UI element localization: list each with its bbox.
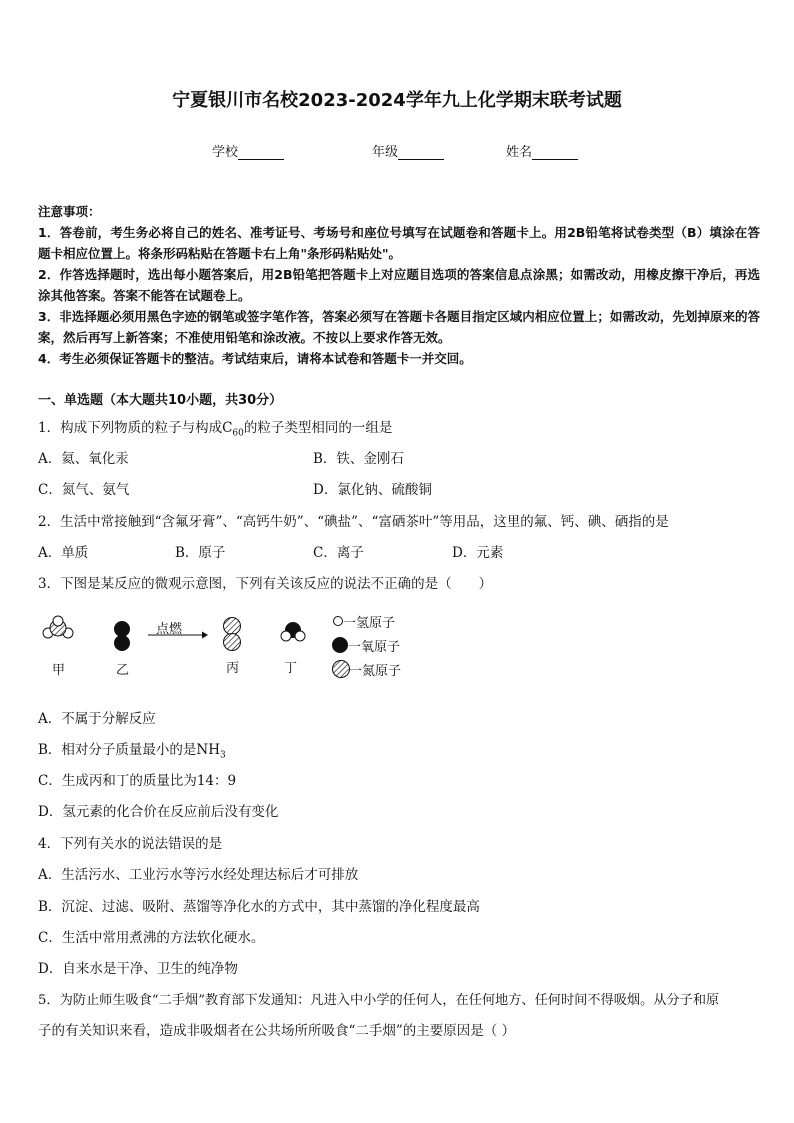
q1-option-c[interactable]: C．氮气、氨气 xyxy=(38,482,130,498)
label-ding: 丁 xyxy=(284,661,298,676)
q3-option-a[interactable]: A．不属于分解反应 xyxy=(38,711,156,727)
q2-option-b[interactable]: B．原子 xyxy=(175,545,226,561)
notes-block xyxy=(38,201,760,369)
q3-option-c[interactable]: C．生成丙和丁的质量比为14：9 xyxy=(38,773,237,789)
q1-stem-pre: 1．构成下列物质的粒子与构成C xyxy=(38,420,233,436)
molecule-bing xyxy=(224,618,241,651)
note-item-2: 2．作答选择题时，选出每小题答案后，用2B铅笔把答题卡上对应题目选项的答案信息点涂黑；如需改动，用橡皮擦干净后，再选涂其他答案。答案不能答在试题卷上。 xyxy=(38,267,760,303)
molecule-jia xyxy=(43,616,73,638)
q5-stem-line1: 5．为防止师生吸食“二手烟”教育部下发通知：凡进入中小学的任何人，在任何地方、任何时间不得吸烟。从分子和原 xyxy=(38,993,720,1008)
grade-label: 年级 xyxy=(372,145,399,160)
name-blank[interactable] xyxy=(532,145,578,160)
school-label: 学校 xyxy=(212,145,239,160)
notes-heading: 注意事项： xyxy=(38,204,101,219)
note-item-4: 4．考生必须保证答题卡的整洁。考试结束后，请将本试卷和答题卡一并交回。 xyxy=(38,351,472,366)
q4-option-c[interactable]: C．生活中常用煮沸的方法软化硬水。 xyxy=(38,930,265,946)
legend-oxygen: 一氧原子 xyxy=(348,640,401,655)
q3-option-b[interactable] xyxy=(38,738,226,761)
page-title: 宁夏银川市名校2023-2024学年九上化学期末联考试题 xyxy=(172,90,622,111)
q4-option-b[interactable]: B．沉淀、过滤、吸附、蒸馏等净化水的方式中，其中蒸馏的净化程度最高 xyxy=(38,899,480,915)
legend-nitrogen-icon xyxy=(333,661,350,678)
q2-stem: 2．生活中常接触到“含氟牙膏”、“高钙牛奶”、“碘盐”、“富硒茶叶”等用品，这里的氟、钙、碘、硒指的是 xyxy=(38,514,669,530)
q3-option-b-sub: 3 xyxy=(220,750,226,761)
q4-option-a[interactable]: A．生活污水、工业污水等污水经处理达标后才可排放 xyxy=(38,867,359,883)
q1-stem-post: 的粒子类型相同的一组是 xyxy=(243,420,393,436)
school-blank[interactable] xyxy=(238,145,284,160)
name-field xyxy=(506,141,578,160)
section-heading: 一、单选题（本大题共10小题，共30分） xyxy=(38,393,283,408)
legend-hydrogen-icon xyxy=(334,617,343,626)
legend-oxygen-icon xyxy=(332,637,348,653)
q3-stem: 3．下图是某反应的微观示意图，下列有关该反应的说法不正确的是（ ） xyxy=(38,576,493,592)
molecule-ding xyxy=(281,622,305,641)
q1-stem xyxy=(38,416,392,439)
note-item-3: 3．非选择题必须用黑色字迹的钢笔或签字笔作答，答案必须写在答题卡各题目指定区域内相应位置上；如需改动，先划掉原来的答案，然后再写上新答案；不准使用铅笔和涂改液。不按以上要求作答无效。 xyxy=(38,309,760,345)
q1-option-b[interactable]: B．铁、金刚石 xyxy=(313,451,404,467)
grade-field xyxy=(372,141,444,160)
label-jia: 甲 xyxy=(52,663,66,678)
label-bing: 丙 xyxy=(226,661,240,676)
q4-stem: 4．下列有关水的说法错误的是 xyxy=(38,836,223,852)
legend-hydrogen: 一氢原子 xyxy=(343,616,396,631)
school-field xyxy=(212,141,284,160)
note-item-1: 1．答卷前，考生务必将自己的姓名、准考证号、考场号和座位号填写在试题卷和答题卡上。用2B铅笔将试卷类型（B）填涂在答题卡相应位置上。将条形码粘贴在答题卡右上角"条形码粘贴处"。 xyxy=(38,225,760,261)
q5-stem-line2: 子的有关知识来看，造成非吸烟者在公共场所所吸食“二手烟”的主要原因是（ ） xyxy=(38,1023,516,1039)
legend-nitrogen: 一氮原子 xyxy=(349,664,402,679)
q2-option-a[interactable]: A．单质 xyxy=(38,545,89,561)
label-yi: 乙 xyxy=(116,663,130,678)
q3-option-b-text: B．相对分子质量最小的是NH xyxy=(38,742,221,758)
reaction-diagram xyxy=(36,608,436,688)
q2-option-c[interactable]: C．离子 xyxy=(313,545,364,561)
q2-option-d[interactable]: D．元素 xyxy=(452,545,504,561)
grade-blank[interactable] xyxy=(398,145,444,160)
name-label: 姓名 xyxy=(506,145,533,160)
molecule-yi xyxy=(114,621,130,651)
reaction-condition: 点燃 xyxy=(156,622,183,637)
q1-stem-sub: 60 xyxy=(232,428,244,439)
q3-option-d[interactable]: D．氢元素的化合价在反应前后没有变化 xyxy=(38,804,279,820)
q4-option-d[interactable]: D．自来水是干净、卫生的纯净物 xyxy=(38,961,238,977)
q1-option-d[interactable]: D．氯化钠、硫酸铜 xyxy=(313,482,432,498)
q1-option-a[interactable]: A．氦、氧化汞 xyxy=(38,451,129,467)
